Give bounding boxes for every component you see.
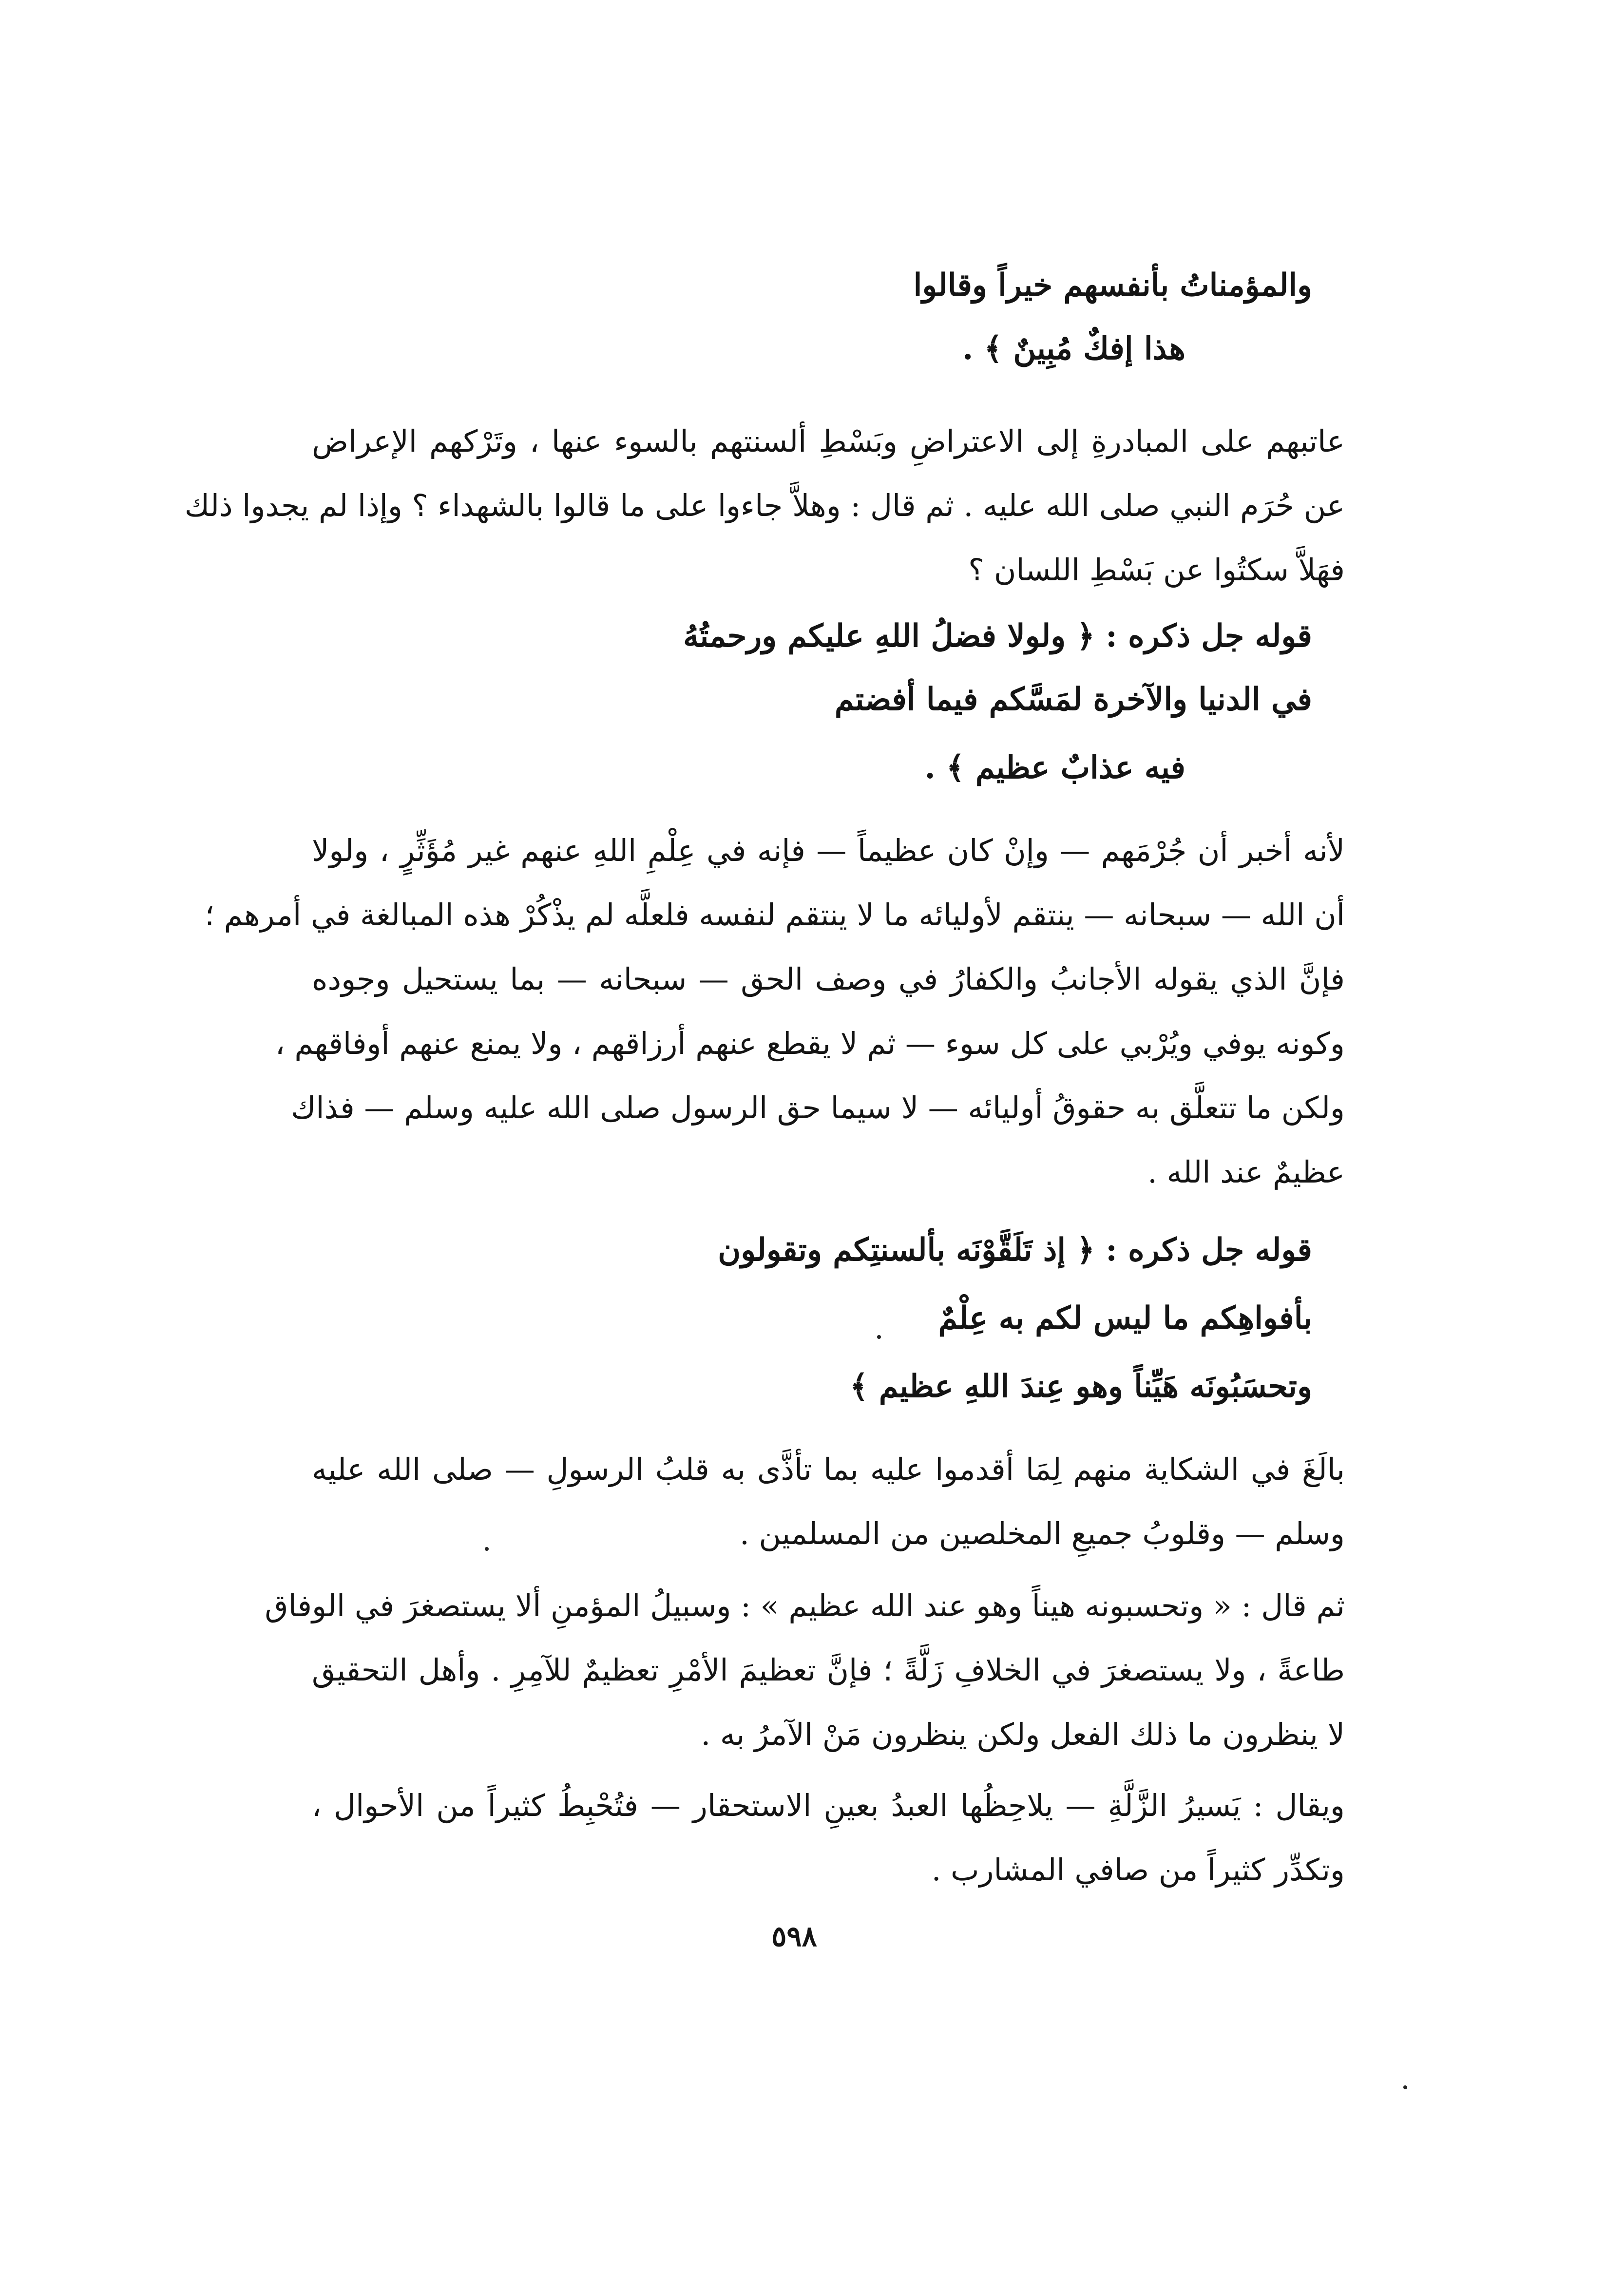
paragraph-1-line: عاتبهم على المبادرةِ إلى الاعتراضِ وبَسْطِ ألسنتهم بالسوء عنها ، وتَرْكهم الإعراض: [312, 423, 1345, 459]
paragraph-2-line: أن الله — سبحانه — ينتقم لأوليائه ما لا ينتقم لنفسه فلعلَّه لم يذْكُرْ هذه المبالغة في أمرهم ؛: [205, 897, 1345, 933]
paragraph-5: [312, 1774, 1345, 1902]
paragraph-2-line: ولكن ما تتعلَّق به حقوقُ أوليائه — لا سيما حق الرسول صلى الله عليه وسلم — فذاك: [291, 1090, 1345, 1126]
scan-speck: [1403, 2085, 1407, 2089]
paragraph-3-line: بالَغَ في الشكاية منهم لِمَا أقدموا عليه بما تأذَّى به قلبُ الرسولِ — صلى الله عليه: [312, 1451, 1345, 1487]
paragraph-1: [184, 409, 1345, 602]
paragraph-2-line: فإنَّ الذي يقوله الأجانبُ والكفارُ في وصف الحق — سبحانه — بما يستحيل وجوده: [312, 961, 1345, 997]
verse3-line3: وتحسَبُونَه هَيِّناً وهو عِندَ اللهِ عظيم ﴾: [850, 1368, 1312, 1405]
paragraph-3-line: وسلم — وقلوبُ جميعِ المخلصين من المسلمين .: [740, 1516, 1345, 1551]
paragraph-4-line: طاعةً ، ولا يستصغرَ في الخلافِ زَلَّةً ؛ فإنَّ تعظيمَ الأمْرِ تعظيمٌ للآمِرِ . وأهل التحقيق: [312, 1652, 1345, 1688]
paragraph-4-line: لا ينظرون ما ذلك الفعل ولكن ينظرون مَنْ الآمرُ به .: [701, 1717, 1345, 1752]
scan-speck: [877, 1335, 881, 1339]
verse3-line1: قوله جل ذكره : ﴿ إذ تَلَقَّوْنَه بألسنتِكم وتقولون: [718, 1232, 1312, 1268]
scan-speck: [485, 1547, 489, 1551]
paragraph-1-line: فهَلاَّ سكتُوا عن بَسْطِ اللسان ؟: [968, 552, 1345, 588]
paragraph-2-line: عظيمٌ عند الله .: [1147, 1154, 1345, 1190]
verse1-line2: هذا إفكٌ مُبِينٌ ﴾ .: [962, 330, 1185, 367]
paragraph-4-line: ثم قال : « وتحسبونه هيناً وهو عند الله عظيم » : وسبيلُ المؤمنِ ألا يستصغرَ في الوفاق: [265, 1588, 1345, 1623]
paragraph-2-line: لأنه أخبر أن جُرْمَهم — وإنْ كان عظيماً — فإنه في عِلْمِ اللهِ عنهم غير مُؤَثِّرٍ ، ولولا: [312, 833, 1345, 868]
verse2-line1: قوله جل ذكره : ﴿ ولولا فضلُ اللهِ عليكم ورحمتُهُ: [683, 618, 1312, 654]
paragraph-3: [312, 1437, 1345, 1566]
verse2-line2: في الدنيا والآخرة لمَسَّكم فيما أفضتم: [834, 681, 1312, 718]
paragraph-2: [205, 819, 1345, 1204]
paragraph-1-line: عن حُرَم النبي صلى الله عليه . ثم قال : وهلاَّ جاءوا على ما قالوا بالشهداء ؟ وإذا لم يجدوا ذلك: [184, 488, 1345, 523]
page-number: ٥٩٨: [771, 1920, 817, 1953]
paragraph-2-line: وكونه يوفي ويُرْبي على كل سوء — ثم لا يقطع عنهم أرزاقهم ، ولا يمنع عنهم أوفاقهم ،: [275, 1026, 1345, 1061]
paragraph-4: [265, 1574, 1345, 1767]
verse2-line3: فيه عذابٌ عظيم ﴾ .: [924, 749, 1185, 786]
paragraph-5-line: وتكدِّر كثيراً من صافي المشارب .: [931, 1852, 1345, 1888]
paragraph-5-line: ويقال : يَسيرُ الزَّلَّةِ — يلاحِظُها العبدُ بعينِ الاستحقار — فتُحْبِطُ كثيراً من الأحوال ،: [312, 1788, 1345, 1823]
verse3-line2: بأفواهِكم ما ليس لكم به عِلْمٌ: [938, 1300, 1312, 1336]
verse1-line1: والمؤمناتُ بأنفسهم خيراً وقالوا: [913, 267, 1312, 304]
